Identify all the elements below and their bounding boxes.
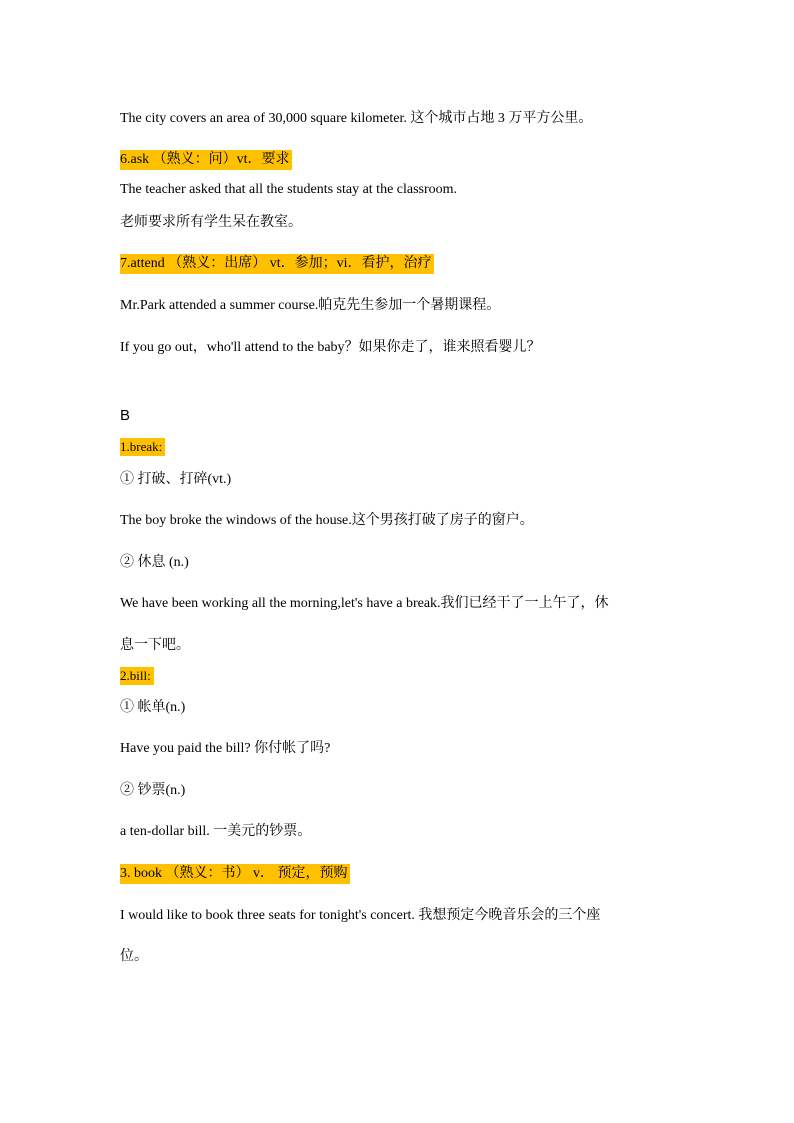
sense-break-1: ① 打破、打碎(vt.) xyxy=(120,472,232,487)
example-sentence-city: The city covers an area of 30,000 square kilometer. 这个城市占地 3 万平方公里。 xyxy=(120,111,593,126)
highlight-book: 3. book （熟义：书） v． 预定，预购 xyxy=(120,864,350,884)
entry-heading-break xyxy=(120,436,165,459)
example-sentence-attend-2: If you go out，who'll attend to the baby？如果你走了，谁来照看婴儿？ xyxy=(120,340,541,355)
highlight-break: 1.break: xyxy=(120,438,165,456)
entry-heading-bill xyxy=(120,665,154,688)
entry-heading-ask xyxy=(120,149,292,171)
example-sentence-book-1b: 位。 xyxy=(120,949,148,964)
sense-bill-1: ① 帐单(n.) xyxy=(120,700,186,715)
entry-heading-attend xyxy=(120,253,434,275)
sense-break-2: ② 休息 (n.) xyxy=(120,555,189,570)
example-sentence-bill-2: a ten-dollar bill. 一美元的钞票。 xyxy=(120,824,312,839)
example-sentence-bill-1: Have you paid the bill? 你付帐了吗? xyxy=(120,741,331,756)
highlight-attend: 7.attend （熟义：出席） vt．参加；vi．看护，治疗 xyxy=(120,254,434,274)
example-sentence-ask-zh: 老师要求所有学生呆在教室。 xyxy=(120,215,302,230)
sense-bill-2: ② 钞票(n.) xyxy=(120,783,186,798)
highlight-ask: 6.ask （熟义：问）vt．要求 xyxy=(120,150,292,170)
example-sentence-ask-en: The teacher asked that all the students stay at the classroom. xyxy=(120,182,458,197)
example-sentence-break-1: The boy broke the windows of the house.这个男孩打破了房子的窗户。 xyxy=(120,513,534,528)
highlight-bill: 2.bill: xyxy=(120,667,154,685)
section-heading-b: B xyxy=(120,407,131,424)
example-sentence-attend-1: Mr.Park attended a summer course.帕克先生参加一个暑期课程。 xyxy=(120,298,501,313)
example-sentence-break-2a: We have been working all the morning,let's have a break.我们已经干了一上午了，休 xyxy=(120,596,609,611)
example-sentence-book-1a: I would like to book three seats for tonight's concert. 我想预定今晚音乐会的三个座 xyxy=(120,908,601,923)
example-sentence-break-2b: 息一下吧。 xyxy=(120,638,190,653)
entry-heading-book xyxy=(120,863,350,885)
